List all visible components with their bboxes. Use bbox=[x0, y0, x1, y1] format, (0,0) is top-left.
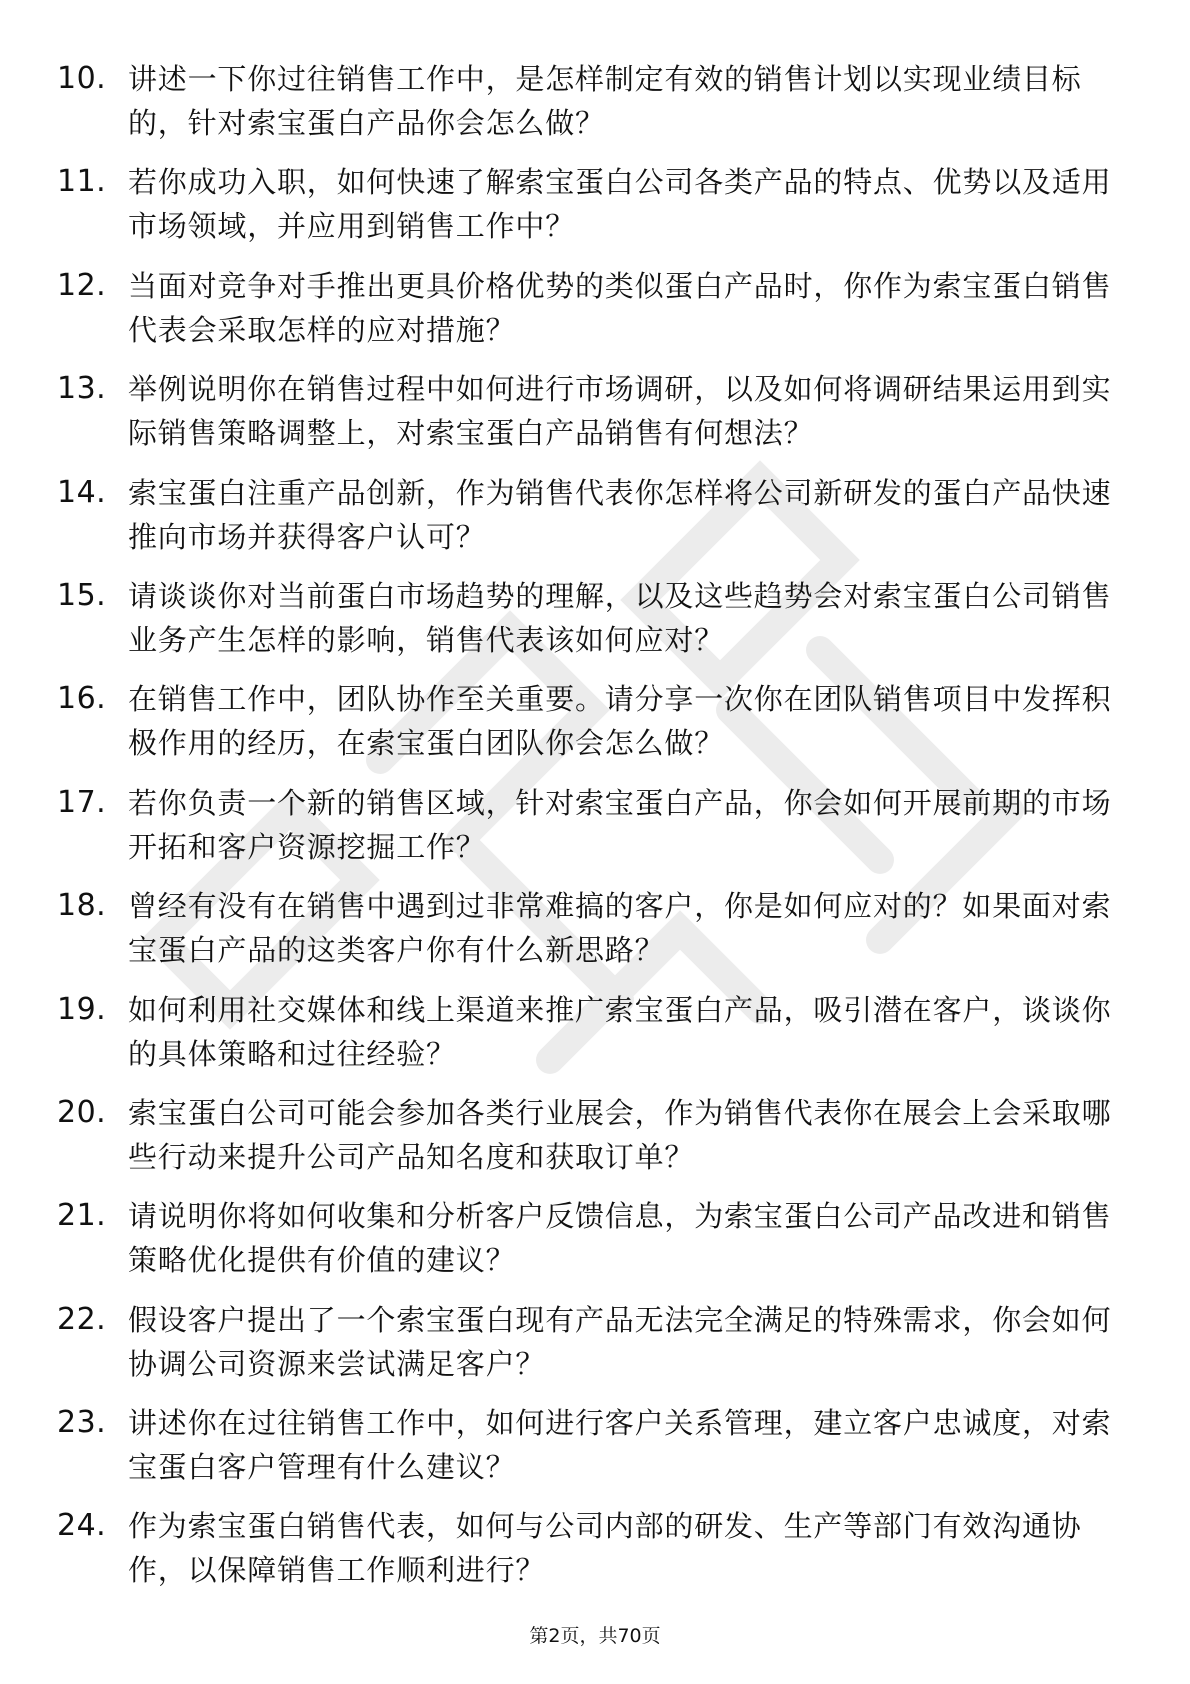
question-item-24 bbox=[0, 1499, 1190, 1602]
question-text: 如何利用社交媒体和线上渠道来推广索宝蛋白产品，吸引潜在客户，谈谈你的具体策略和过往经验？ bbox=[128, 992, 1112, 1071]
question-number: 15. bbox=[57, 577, 107, 613]
question-text: 曾经有没有在销售中遇到过非常难搞的客户，你是如何应对的？如果面对索宝蛋白产品的这类客户你有什么新思路？ bbox=[128, 889, 1112, 968]
question-text: 讲述你在过往销售工作中，如何进行客户关系管理，建立客户忠诚度，对索宝蛋白客户管理有什么建议？ bbox=[128, 1406, 1112, 1485]
question-item-20 bbox=[0, 1086, 1190, 1189]
question-number: 18. bbox=[57, 888, 107, 924]
question-number: 23. bbox=[57, 1405, 107, 1441]
question-number: 19. bbox=[57, 991, 107, 1027]
question-number: 17. bbox=[57, 784, 107, 820]
question-number: 21. bbox=[57, 1198, 107, 1234]
question-number: 20. bbox=[57, 1094, 107, 1130]
question-number: 12. bbox=[57, 267, 107, 303]
question-text: 举例说明你在销售过程中如何进行市场调研，以及如何将调研结果运用到实际销售策略调整上，对索宝蛋白产品销售有何想法？ bbox=[128, 372, 1112, 451]
question-list bbox=[0, 52, 1190, 1603]
question-number: 11. bbox=[57, 164, 107, 200]
question-text: 若你负责一个新的销售区域，针对索宝蛋白产品，你会如何开展前期的市场开拓和客户资源挖掘工作？ bbox=[128, 785, 1112, 864]
question-item-21 bbox=[0, 1189, 1190, 1292]
question-item-12 bbox=[0, 259, 1190, 362]
question-item-23 bbox=[0, 1396, 1190, 1499]
question-item-18 bbox=[0, 879, 1190, 982]
question-number: 24. bbox=[57, 1508, 107, 1544]
question-text: 请说明你将如何收集和分析客户反馈信息，为索宝蛋白公司产品改进和销售策略优化提供有价值的建议？ bbox=[128, 1199, 1112, 1278]
question-number: 14. bbox=[57, 474, 107, 510]
question-number: 10. bbox=[57, 61, 107, 96]
question-item-19 bbox=[0, 983, 1190, 1086]
question-item-11 bbox=[0, 155, 1190, 258]
question-text: 若你成功入职，如何快速了解索宝蛋白公司各类产品的特点、优势以及适用市场领域，并应用到销售工作中？ bbox=[128, 165, 1112, 244]
question-text: 假设客户提出了一个索宝蛋白现有产品无法完全满足的特殊需求，你会如何协调公司资源来尝试满足客户？ bbox=[128, 1302, 1112, 1381]
question-item-22 bbox=[0, 1293, 1190, 1396]
question-item-16 bbox=[0, 672, 1190, 775]
question-item-14 bbox=[0, 466, 1190, 569]
question-item-10 bbox=[0, 52, 1190, 155]
question-text: 索宝蛋白注重产品创新，作为销售代表你怎样将公司新研发的蛋白产品快速推向市场并获得客户认可？ bbox=[128, 475, 1112, 554]
question-number: 16. bbox=[57, 681, 107, 717]
question-item-13 bbox=[0, 362, 1190, 465]
page-footer: 第2页，共70页 bbox=[529, 1625, 661, 1647]
question-number: 13. bbox=[57, 371, 107, 407]
question-text: 作为索宝蛋白销售代表，如何与公司内部的研发、生产等部门有效沟通协作，以保障销售工作顺利进行？ bbox=[128, 1509, 1082, 1588]
question-item-15 bbox=[0, 569, 1190, 672]
question-item-17 bbox=[0, 776, 1190, 879]
question-text: 在销售工作中，团队协作至关重要。请分享一次你在团队销售项目中发挥积极作用的经历，在索宝蛋白团队你会怎么做？ bbox=[128, 682, 1112, 761]
question-text: 当面对竞争对手推出更具价格优势的类似蛋白产品时，你作为索宝蛋白销售代表会采取怎样的应对措施？ bbox=[128, 268, 1112, 347]
question-text: 索宝蛋白公司可能会参加各类行业展会，作为销售代表你在展会上会采取哪些行动来提升公司产品知名度和获取订单？ bbox=[128, 1095, 1112, 1174]
question-number: 22. bbox=[57, 1301, 107, 1337]
question-text: 讲述一下你过往销售工作中，是怎样制定有效的销售计划以实现业绩目标的，针对索宝蛋白产品你会怎么做？ bbox=[128, 62, 1082, 140]
question-text: 请谈谈你对当前蛋白市场趋势的理解，以及这些趋势会对索宝蛋白公司销售业务产生怎样的影响，销售代表该如何应对？ bbox=[128, 578, 1112, 657]
